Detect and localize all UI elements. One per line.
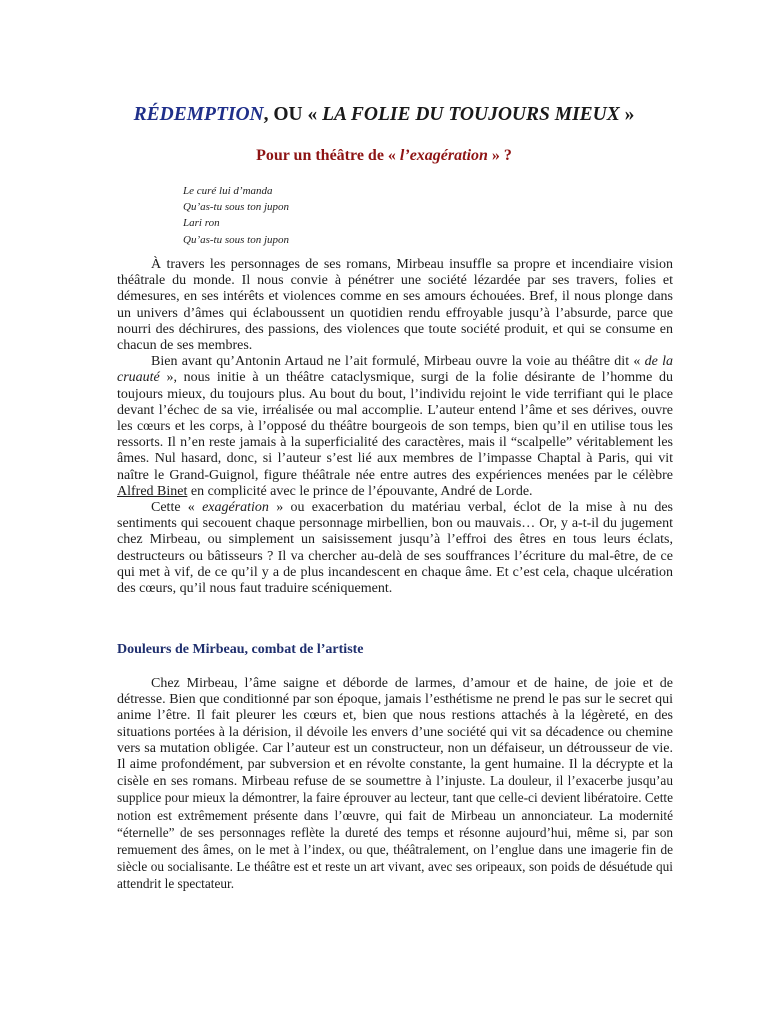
text-run: Chez Mirbeau, l’âme saigne et déborde de larmes, d’amour et de haine, de joie et de détresse. Bien que conditionné par son époque, jamais l’esthétisme ne prend le pas sur le secret qui anime l’être. Il fait pleurer les cœurs et, bien que nous restions attachés à la légèreté, en des situations portées à la dérision, il dévoile les envers d’une société qui vit sa décadence ou chemine vers sa mutation obligée. Car l’auteur est un constructeur, non un défaiseur, un détrousseur de vie. Il aime profondément, par subversion et en révolte constante, la gent humaine. Il la décrypte et la cisèle en ses romans. Mirbeau refuse de se soumettre à l’injuste.: [117, 676, 673, 790]
subtitle-after: » ?: [487, 147, 512, 164]
text-run: Bien avant qu’Antonin Artaud ne l’ait formulé, Mirbeau ouvre la voie au théâtre dit «: [151, 354, 645, 370]
subtitle-before: Pour un théâtre de «: [256, 147, 400, 164]
text-run: La douleur, il l’exacerbe jusqu’au supplice pour mieux la démontrer, la faire éprouver au lecteur, tant que celle-ci devient libératoire. Cette notion est extrêmement présente dans l’œuvre, qui fait de Mirbeau un annonciateur. La modernité “éternelle” de ses personnages reflète la dureté des temps et résonne aujourd’hui, même si, par son remuement des âmes, on le met à l’index, ou que, théâtralement, on l’englue dans une imagerie fin de siècle ou socialisante. Le théâtre est et reste un art vivant, avec ses oripeaux, son poids de désuétude qui attendrit le spectateur.: [117, 773, 673, 892]
paragraph: [117, 676, 673, 894]
text-run: », nous initie à un théâtre cataclysmique, surgi de la folie désirante de l’homme du toujours mieux, du toujours plus. Au bout du bout, l’individu rejoint le vide terrifiant qui le place devant l’échec de sa vie, irréalisée ou mal accomplie. L’auteur entend l’âme et ses dérives, ouvre les cœurs et les corps, à l’opposé du théâtre bourgeois de son temps, bien qu’il en utilise tous les ressorts. Il n’en reste jamais à la superficialité des caractères, mais il “scalpelle” véritablement les âmes. Nul hasard, donc, si l’auteur s’est lié aux membres de l’impasse Chaptal à Paris, qui vit naître le Grand-Guignol, figure théâtrale née entre autres des expériences menées par le célèbre: [117, 370, 673, 483]
epigraph-line: Lari ron: [183, 217, 220, 230]
alfred-binet-link[interactable]: Alfred Binet: [117, 483, 188, 499]
epigraph-line: Le curé lui d’manda: [183, 185, 273, 197]
text-run: en complicité avec le prince de l’épouvante, André de Lorde.: [187, 483, 533, 499]
epigraph: [183, 183, 289, 248]
section-2-body: [117, 676, 673, 894]
epigraph-line: Qu’as-tu sous ton jupon: [183, 201, 290, 214]
title-redemption: RÉDEMPTION: [133, 104, 264, 125]
section-1-body: [117, 257, 673, 597]
document-title: [0, 103, 768, 127]
epigraph-line: Qu’as-tu sous ton jupon: [183, 233, 290, 246]
paragraph: À travers les personnages de ses romans, Mirbeau insuffle sa propre et incendiaire vision théâtrale du monde. Il nous convie à pénétrer une société lézardée par ses travers, folies et démesures, en ses intérêts et violences comme en ses amours échouées. Bref, il nous plonge dans un univers d’âmes qui éclaboussent un quotidien rendu effroyable jusqu’à l’absurde, parce que nourri des déchirures, des passions, des violences que toute société produit, et qui se consume en chacun de ses membres.: [117, 257, 673, 354]
paragraph: [117, 354, 673, 500]
paragraph: [117, 500, 673, 597]
title-close-quote: »: [619, 104, 635, 125]
emphasis-run: exagération: [202, 500, 269, 516]
text-run: Cette «: [151, 500, 203, 516]
document-subtitle: [0, 146, 768, 166]
title-ou: , OU «: [263, 104, 323, 125]
title-folie: LA FOLIE DU TOUJOURS MIEUX: [322, 104, 620, 125]
text-run: » ou exacerbation du matériau verbal, éclot de la mise à nu des sentiments qui secouent chaque personnage mirbellien, bon ou mauvais… Or, y a-t-il du jugement chez Mirbeau, ou simplement un saisissement jusqu’à l’effroi des êtres en tous leurs éclats, destructeurs ou bâtisseurs ? Il va chercher au-delà de ses souffrances l’écriture du mal-être, de ce qui met à vif, de ce qu’il y a de plus incandescent en chaque âme. Et c’est cela, chaque ulcération des cœurs, qu’il nous faut traduire scéniquement.: [117, 500, 674, 597]
emphasis-run: de la cruauté: [117, 354, 673, 386]
subtitle-emphasis: l’exagération: [399, 147, 488, 164]
section-heading: Douleurs de Mirbeau, combat de l’artiste: [117, 642, 364, 657]
